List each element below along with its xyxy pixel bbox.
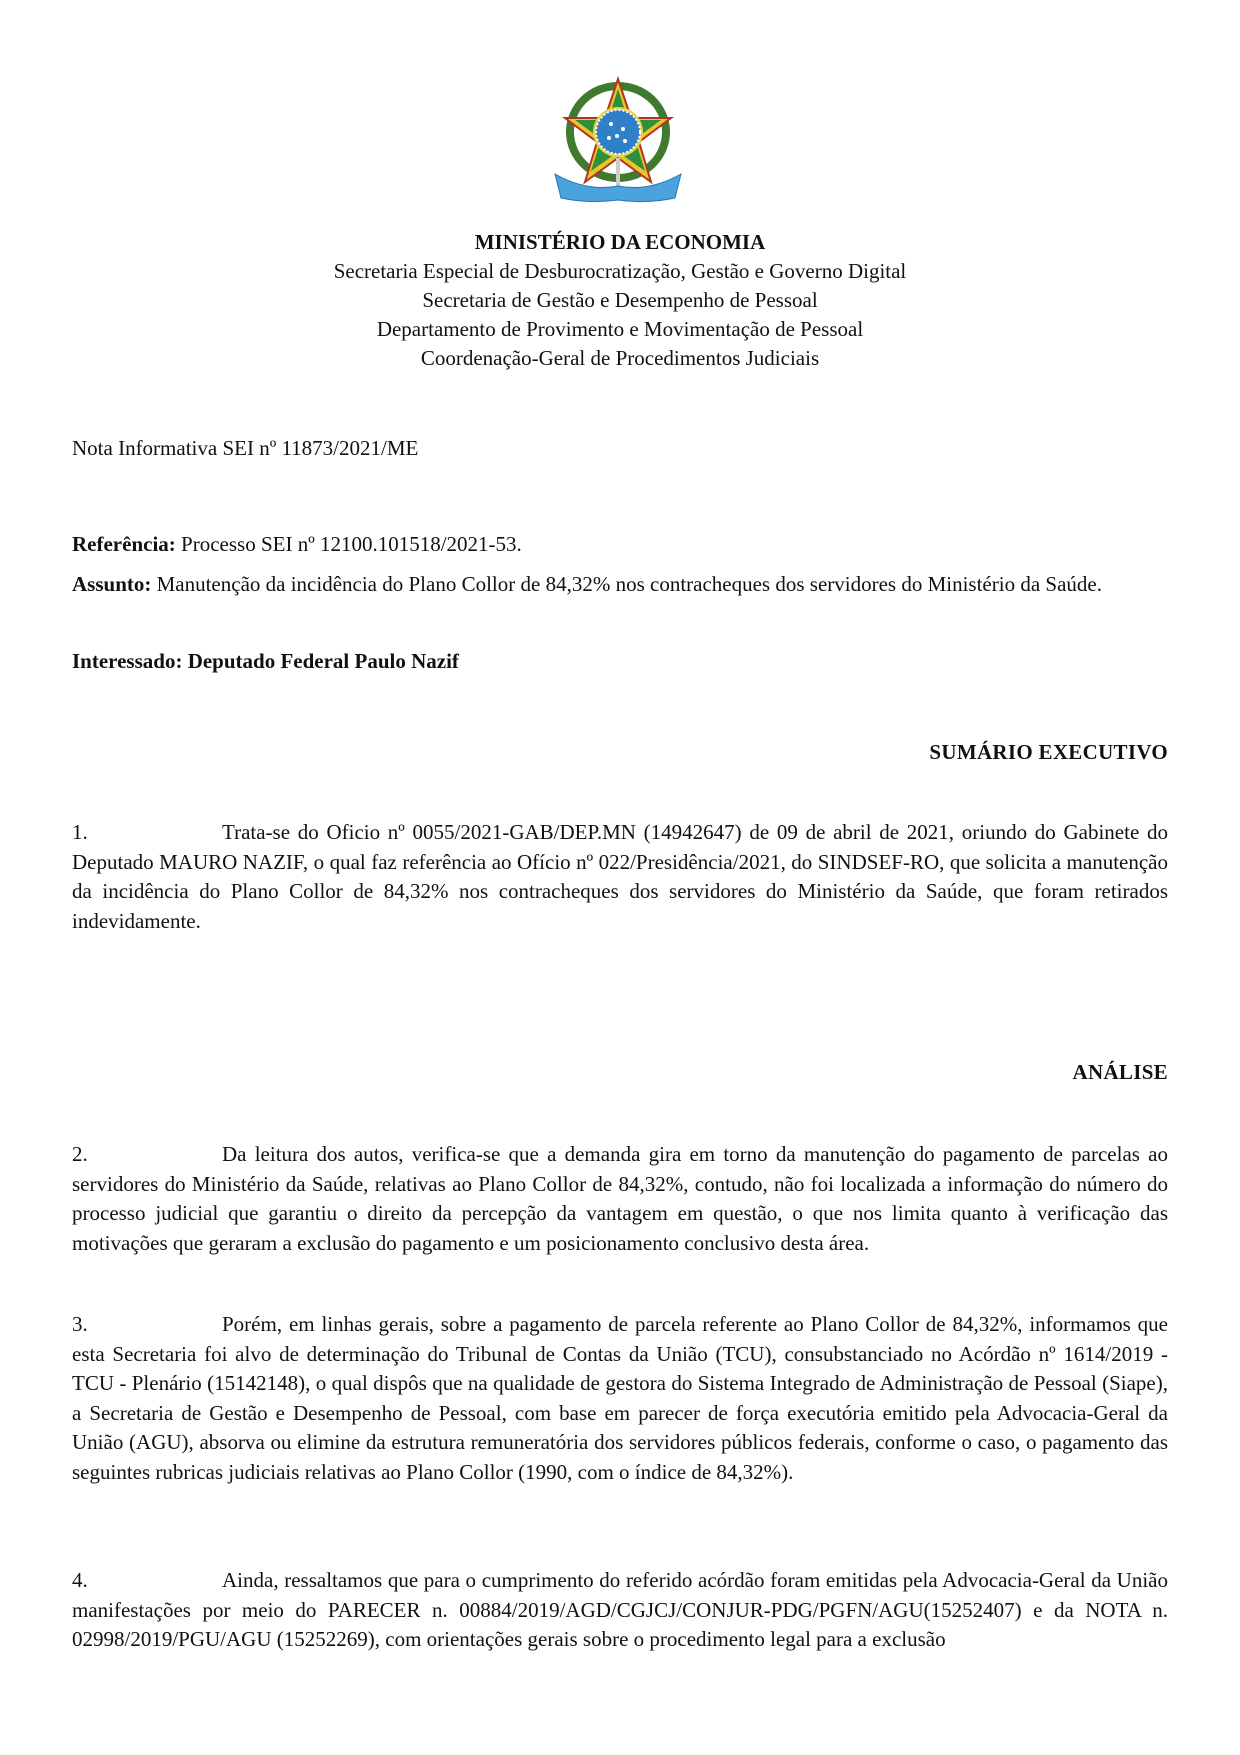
paragraph-2 [72,1140,1168,1258]
header-line-secretaria-gestao: Secretaria de Gestão e Desempenho de Pessoal [422,288,818,312]
paragraph-text: Trata-se do Oficio nº 0055/2021-GAB/DEP.MN (14942647) de 09 de abril de 2021, oriundo do Gabinete do Deputado MAURO NAZIF, o qual faz referência ao Ofício nº 022/Presidência/2021, do SINDSEF-RO, que solicita a manutenção da incidência do Plano Collor de 84,32% nos contracheques dos servidores do Ministério da Saúde, que foram retirados indevidamente. [72,820,1168,933]
document-id: Nota Informativa SEI nº 11873/2021/ME [72,436,419,460]
referencia-line [72,530,1168,559]
referencia-label: Referência: [72,532,176,556]
paragraph-text: Ainda, ressaltamos que para o cumprimento do referido acórdão foram emitidas pela Advocacia-Geral da União manifestações por meio do PARECER n. 00884/2019/AGD/CGJCJ/CONJUR-PDG/PGFN/AGU(15252407) e da NOTA n. 02998/2019/PGU/AGU (15252269), com orientações gerais sobre o procedimento legal para a exclusão [72,1568,1168,1651]
paragraph-1 [72,818,1168,936]
paragraph-3 [72,1310,1168,1487]
header-line-secretaria-especial: Secretaria Especial de Desburocratização, Gestão e Governo Digital [333,259,907,283]
header-line-coordenacao: Coordenação-Geral de Procedimentos Judiciais [420,346,820,370]
paragraph-number: 2. [72,1142,88,1166]
section-title-analise: ANÁLISE [1072,1060,1168,1084]
referencia-value: Processo SEI nº 12100.101518/2021-53. [175,532,522,556]
paragraph-number: 1. [72,820,88,844]
assunto-line [72,570,1168,599]
paragraph-4 [72,1566,1168,1655]
paragraph-text: Da leitura dos autos, verifica-se que a demanda gira em torno da manutenção do pagamento de parcelas ao servidores do Ministério da Saúde, relativas ao Plano Collor de 84,32%, contudo, não foi localizada a informação do número do processo judicial que garantiu o direito da percepção da vantagem em questão, o que nos limita quanto à verificação das motivações que geraram a exclusão do pagamento e um posicionamento conclusivo desta área. [72,1142,1168,1255]
document-header [0,228,1240,373]
assunto-label: Assunto: [72,572,152,596]
section-title-sumario-executivo: SUMÁRIO EXECUTIVO [929,740,1168,764]
brazil-coat-of-arms-icon [547,74,689,204]
paragraph-number: 3. [72,1312,88,1336]
assunto-value: Manutenção da incidência do Plano Collor de 84,32% nos contracheques dos servidores do Ministério da Saúde. [151,572,1102,596]
header-line-departamento: Departamento de Provimento e Movimentação de Pessoal [376,317,864,341]
paragraph-text: Porém, em linhas gerais, sobre a pagamento de parcela referente ao Plano Collor de 84,32%, informamos que esta Secretaria foi alvo de determinação do Tribunal de Contas da União (TCU), consubstanciado no Acórdão nº 1614/2019 - TCU - Plenário (15142148), o qual dispôs que na qualidade de gestora do Sistema Integrado de Administração de Pessoal (Siape), a Secretaria de Gestão e Desempenho de Pessoal, com base em parecer de força executória emitido pela Advocacia-Geral da União (AGU), absorva ou elimine da estrutura remuneratória dos servidores públicos federais, conforme o caso, o pagamento das seguintes rubricas judiciais relativas ao Plano Collor (1990, com o índice de 84,32%). [72,1312,1168,1484]
interessado-text: Interessado: Deputado Federal Paulo Nazif [72,649,459,673]
interessado-line [72,647,1168,676]
ministry-title: MINISTÉRIO DA ECONOMIA [474,230,766,254]
paragraph-number: 4. [72,1568,88,1592]
